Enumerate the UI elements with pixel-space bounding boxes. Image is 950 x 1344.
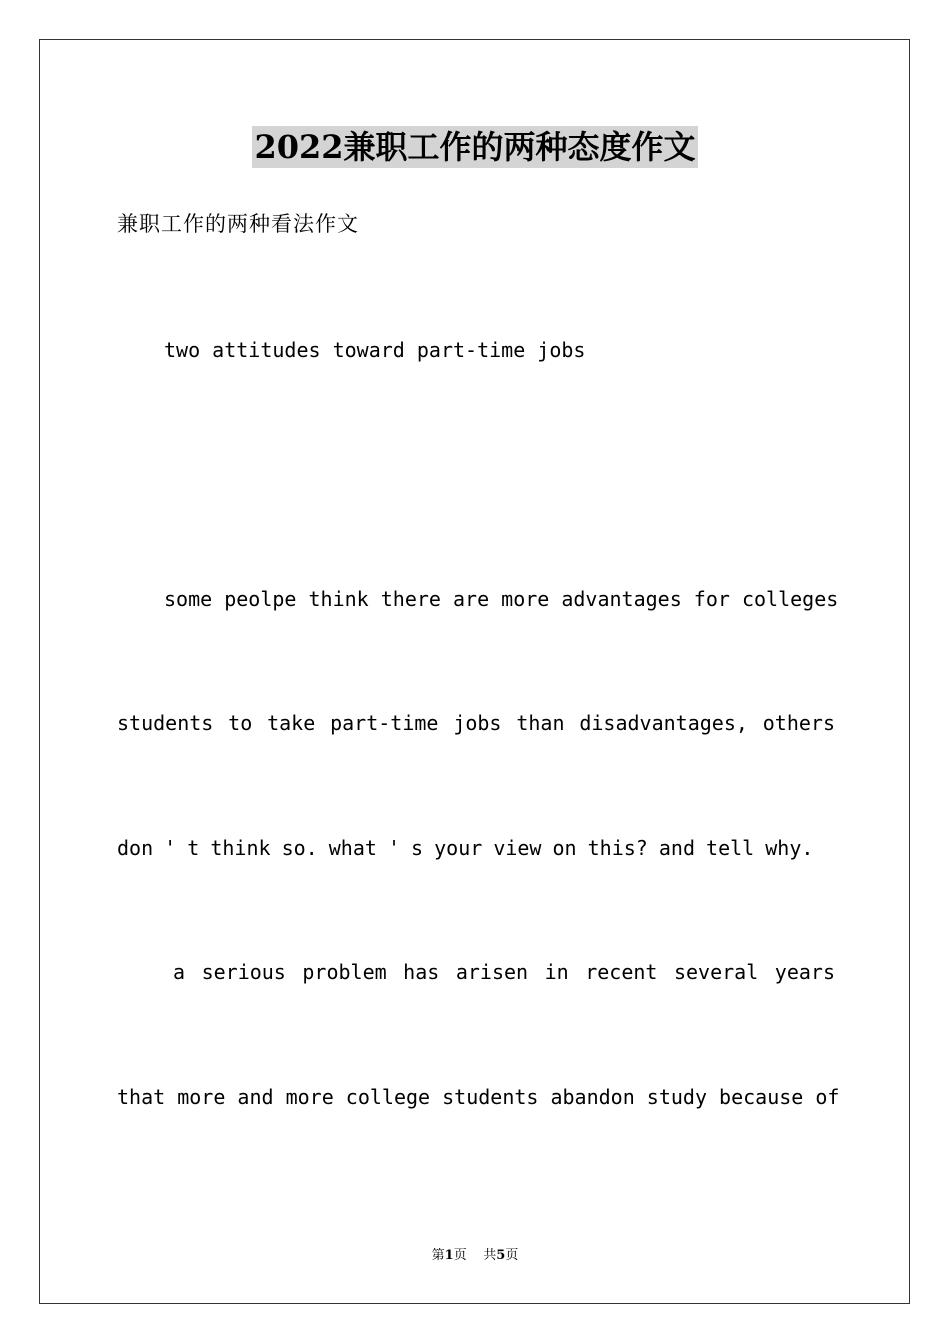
paragraph-line-1: some peolpe think there are more advantages for colleges [164,587,839,611]
paragraph-line-2: students to take part-time jobs than disadvantages, others [117,711,835,735]
document-title [0,126,950,175]
document-subtitle: 兼职工作的两种看法作文 [117,212,359,236]
footer-total-prefix: 共 [483,1248,497,1263]
paragraph-line-3: don ' t think so. what ' s your view on this? and tell why. [117,836,814,860]
page-footer [0,1246,950,1266]
paragraph-line-5: that more and more college students abandon study because of [117,1085,840,1109]
footer-page-prefix: 第 [431,1248,445,1263]
paragraph-line-4: a serious problem has arisen in recent several years [173,960,835,984]
footer-page-total: 5 [496,1248,506,1263]
document-title-text: 2022兼职工作的两种态度作文 [254,128,696,166]
footer-page-current: 1 [444,1248,454,1263]
paragraph-heading: two attitudes toward part-time jobs [164,338,586,362]
footer-page-unit: 页 [453,1248,467,1263]
footer-total-unit: 页 [505,1248,519,1263]
